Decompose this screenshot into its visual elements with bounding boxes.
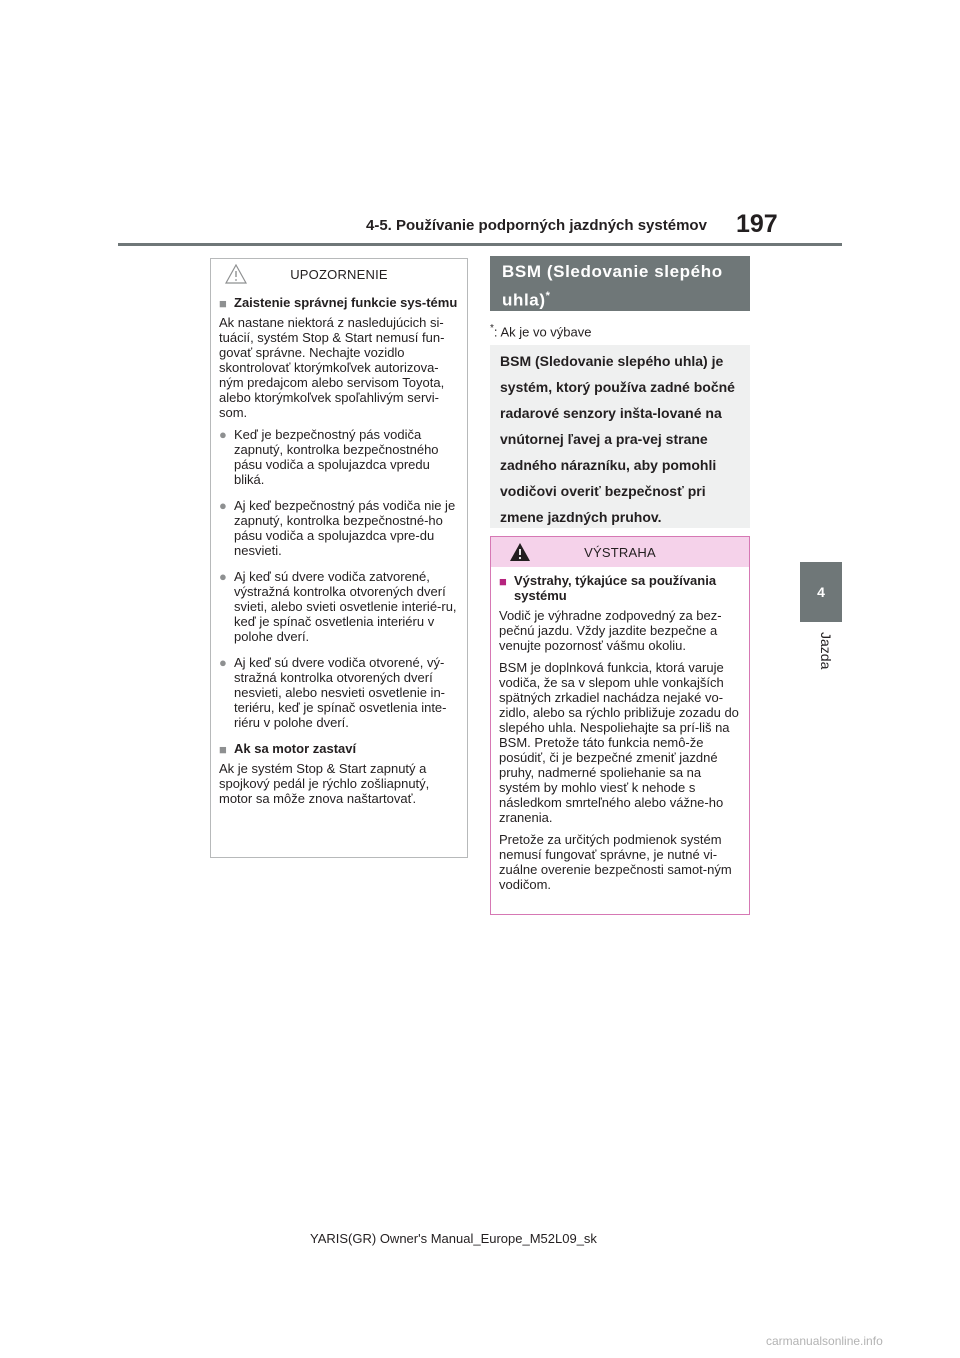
caution-box-body [211,289,467,806]
footer-manual-id: YARIS(GR) Owner's Manual_Europe_M52L09_sk [310,1231,597,1246]
round-bullet-icon: ● [219,427,227,442]
warning-paragraph: Vodič je výhradne zodpovedný za bez-pečnú jazdu. Vždy jazdite bezpečne a venujte pozornosť vášmu okoliu. [499,608,722,653]
footnote [490,323,591,339]
caution-bullet-item [219,427,459,487]
square-bullet-icon: ■ [219,742,227,757]
caution-bullet-text: Aj keď sú dvere vodiča otvorené, vý-stražná kontrolka otvorených dverí nesvieti, alebo nesvieti osvetlenie in-teriéru, keď je spínač osvetlenia inte-riéru v polohe dverí. [234,655,447,730]
watermark: carmanualsonline.info [766,1334,883,1348]
warning-box [490,536,750,915]
warning-paragraph: Pretože za určitých podmienok systém nemusí fungovať správne, je nutné vi-zuálne overenie bezpečnosti samot-ným vodičom. [499,832,732,892]
caution-bullet-text: Aj keď bezpečnostný pás vodiča nie je zapnutý, kontrolka bezpečnostné-ho pásu vodiča a spolujazdca vpre-du nesvieti. [234,498,456,558]
square-bullet-icon: ■ [499,574,507,589]
footnote-marker: * [490,323,494,334]
square-bullet-icon: ■ [219,296,227,311]
caution-section-heading [219,741,459,756]
round-bullet-icon: ● [219,655,227,670]
warning-box-header [491,537,749,567]
caution-bullet-item [219,655,459,730]
caution-title: UPOZORNENIE [290,266,388,282]
caution-paragraph: Ak je systém Stop & Start zapnutý a spojkový pedál je rýchlo zošliapnutý, motor sa môže znova naštartovať. [219,761,430,806]
caution-heading-text: Ak sa motor zastaví [234,741,357,756]
caution-box-header [211,259,467,289]
warning-triangle-icon [509,542,531,562]
footnote-marker: * [545,290,551,302]
caution-bullet-text: Keď je bezpečnostný pás vodiča zapnutý, kontrolka bezpečnostného pásu vodiča a spolujazdca vpredu bliká. [234,427,439,487]
warning-heading-text: Výstrahy, týkajúce sa používania systému [514,573,717,603]
caution-paragraph: Ak nastane niektorá z nasledujúcich si-tuácií, systém Stop & Start nemusí fun-govať správne. Nechajte vozidlo skontrolovať ktorýmkoľvek autorizova-ným predajcom alebo servisom Toyota, alebo ktorýmkoľvek spoľahlivým servi-som. [219,315,445,420]
round-bullet-icon: ● [219,498,227,513]
caution-triangle-icon [225,264,247,284]
caution-heading-text: Zaistenie správnej funkcie sys-tému [234,295,458,310]
warning-box-body [491,567,749,892]
footnote-text: Ak je vo výbave [500,324,592,340]
header-rule [118,243,842,246]
bsm-title-text: BSM (Sledovanie slepého uhla) [502,262,723,310]
page-number: 197 [736,210,778,238]
chapter-number: 4 [817,584,825,600]
warning-paragraph: BSM je doplnková funkcia, ktorá varuje vodiča, že sa v slepom uhle vonkajších spätných zrkadiel nachádza nejaké vo-zidlo, alebo sa rýchlo približuje zozadu do slepého uhla. Nespoliehajte sa prí-liš na BSM. Pretože táto funkcia nemô-že posúdiť, či je bezpečné zmeniť jazdné pruhy, nadmerné spoliehanie sa na systém by mohlo viesť k nehode s následkom smrteľného alebo vážne-ho zranenia. [499,660,739,825]
caution-box [210,258,468,858]
section-header-title: 4-5. Používanie podporných jazdných systémov [366,217,707,234]
caution-bullet-text: Aj keď sú dvere vodiča zatvorené, výstražná kontrolka otvorených dverí svieti, alebo svieti osvetlenie interié-ru, keď je spínač osvetlenia interiéru v polohe dverí. [234,569,457,644]
footnote-separator: : [493,324,498,340]
caution-bullet-item [219,569,459,644]
warning-section-heading [499,573,741,603]
caution-bullet-item [219,498,459,558]
caution-section-heading [219,295,459,310]
chapter-label: Jazda [818,632,834,670]
warning-title: VÝSTRAHA [584,544,656,560]
round-bullet-icon: ● [219,569,227,584]
bsm-section-title [490,256,750,311]
bsm-intro-box: BSM (Sledovanie slepého uhla) je systém, ktorý používa zadné bočné radarové senzory inšta-lované na vnútornej ľavej a pra-vej strane zadného nárazníku, aby pomohli vodičovi overiť bezpečnosť pri zmene jazdných pruhov. [490,345,750,528]
chapter-tab [800,562,842,622]
